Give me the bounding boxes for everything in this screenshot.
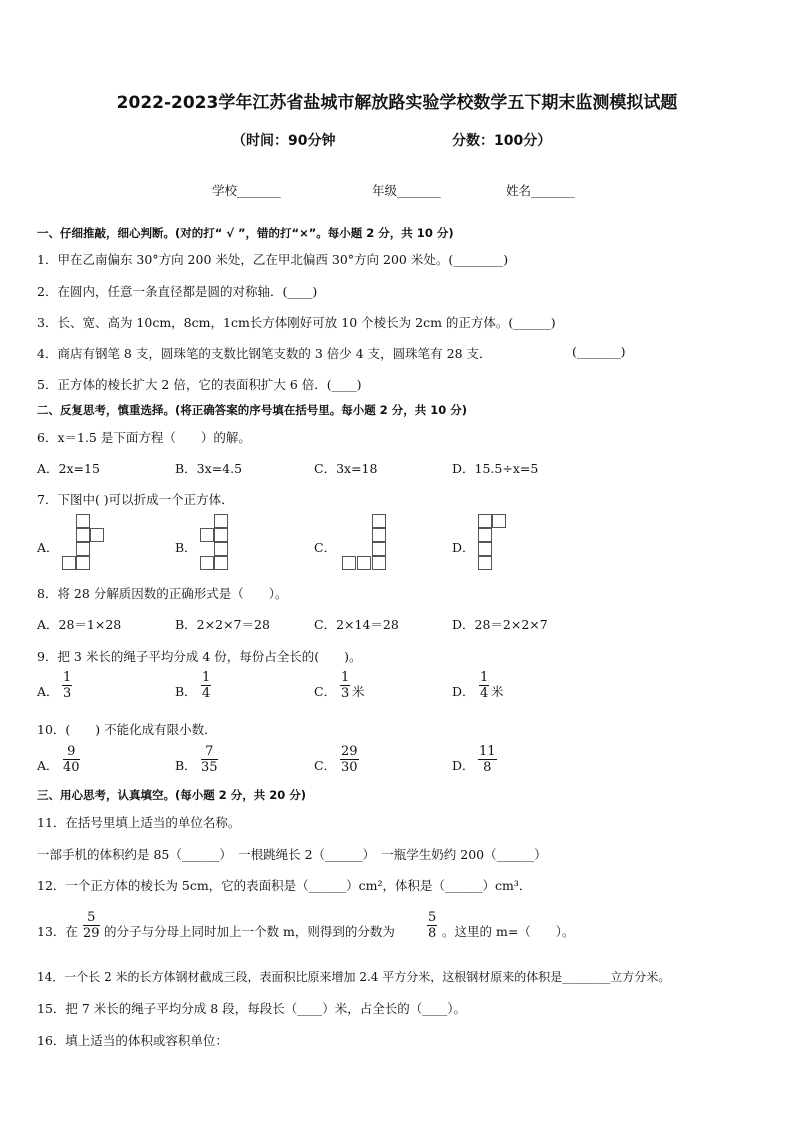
question-9: 9．把 3 米长的绳子平均分成 4 份，每份占全长的( )。 — [37, 649, 362, 664]
question-13-suffix: 。这里的 m=（ ）。 — [442, 924, 575, 939]
question-7: 7．下图中( )可以折成一个正方体． — [37, 492, 234, 507]
question-13-middle: 的分子与分母上同时加上一个数 m，则得到的分数为 — [104, 924, 395, 939]
q10-fraction-a: $\frac{9}{40}$ — [63, 744, 80, 775]
q13-fraction-2: $\frac{5}{8}$ — [428, 910, 437, 941]
question-6: 6．x＝1.5 是下面方程（ ）的解。 — [37, 430, 251, 445]
q10-fraction-b: $\frac{7}{35}$ — [201, 744, 218, 775]
question-1: 1．甲在乙南偏东 30°方向 200 米处，乙在甲北偏西 30°方向 200 米处。(________) — [37, 252, 509, 267]
q7-option-c: C． — [314, 540, 337, 555]
question-14: 14．一个长 2 米的长方体钢材截成三段，表面积比原来增加 2.4 平方分米，这根钢材原来的体积是________立方分米。 — [37, 970, 671, 984]
section-3-heading: 三、用心思考，认真填空。(每小题 2 分，共 20 分) — [37, 788, 307, 802]
q9-option-b: B． — [175, 684, 197, 699]
q9-fraction-b: $\frac{1}{4}$ — [202, 670, 211, 701]
q6-option-d: D．15.5÷x=5 — [452, 461, 539, 476]
q9-fraction-d: $\frac{1}{4}$ — [480, 670, 489, 701]
question-4-blank: (_______) — [572, 344, 626, 359]
q9-option-d: D． — [452, 684, 475, 699]
question-10: 10．( ) 不能化成有限小数． — [37, 722, 217, 737]
q8-option-d: D．28＝2×2×7 — [452, 617, 548, 632]
section-2-heading: 二、反复思考，慎重选择。(将正确答案的序号填在括号里。每小题 2 分，共 10 分) — [37, 403, 468, 417]
q10-option-a: A． — [37, 758, 59, 773]
q7-option-d: D． — [452, 540, 475, 555]
school-field: 学校_______ — [212, 183, 281, 198]
q9-fraction-c: $\frac{1}{3}$ — [341, 670, 350, 701]
question-5: 5．正方体的棱长扩大 2 倍，它的表面积扩大 6 倍．(____) — [37, 377, 362, 392]
q8-option-b: B．2×2×7＝28 — [175, 617, 270, 632]
question-12: 12．一个正方体的棱长为 5cm，它的表面积是（______）cm²，体积是（______）cm³． — [37, 878, 532, 893]
q8-option-c: C．2×14＝28 — [314, 617, 399, 632]
exam-score: 分数：100分） — [452, 133, 552, 149]
name-field: 姓名_______ — [506, 183, 575, 198]
q9-option-a: A． — [37, 684, 59, 699]
question-16: 16．填上适当的体积或容积单位： — [37, 1033, 228, 1048]
q7-option-b: B． — [175, 540, 197, 555]
question-4: 4．商店有钢笔 8 支，圆珠笔的支数比钢笔支数的 3 倍少 4 支，圆珠笔有 28 支． — [37, 346, 492, 361]
section-1-heading: 一、仔细推敲，细心判断。(对的打“ √ ”，错的打“×”。每小题 2 分，共 10 分) — [37, 226, 454, 240]
q7-option-a: A． — [37, 540, 59, 555]
question-3: 3．长、宽、高为 10cm，8cm，1cm长方体刚好可放 10 个棱长为 2cm 的正方体。(______) — [37, 315, 556, 330]
exam-time: （时间：90分钟 — [232, 133, 336, 149]
question-13-prefix: 13．在 — [37, 924, 78, 939]
q6-option-c: C．3x=18 — [314, 461, 378, 476]
q10-option-c: C． — [314, 758, 337, 773]
question-11: 11．在括号里填上适当的单位名称。 — [37, 815, 241, 830]
question-15: 15．把 7 米长的绳子平均分成 8 段，每段长（____）米，占全长的（____）。 — [37, 1001, 466, 1016]
question-11-line: 一部手机的体积约是 85（______） 一根跳绳长 2（______） 一瓶学生奶约 200（______） — [37, 847, 547, 862]
q10-fraction-c: $\frac{29}{30}$ — [341, 744, 358, 775]
q9-option-c: C． — [314, 684, 337, 699]
q6-option-a: A．2x=15 — [37, 461, 100, 476]
q9-unit-d: 米 — [491, 684, 504, 699]
q10-option-b: B． — [175, 758, 197, 773]
question-8: 8．将 28 分解质因数的正确形式是（ ）。 — [37, 586, 288, 601]
q9-fraction-a: $\frac{1}{3}$ — [63, 670, 72, 701]
q8-option-a: A．28＝1×28 — [37, 617, 122, 632]
q6-option-b: B．3x=4.5 — [175, 461, 243, 476]
q10-fraction-d: $\frac{11}{8}$ — [479, 744, 496, 775]
grade-field: 年级_______ — [372, 183, 441, 198]
page-title: 2022-2023学年江苏省盐城市解放路实验学校数学五下期末监测模拟试题 — [116, 93, 678, 113]
q13-fraction-1: $\frac{5}{29}$ — [83, 910, 100, 941]
q10-option-d: D． — [452, 758, 475, 773]
question-2: 2．在圆内，任意一条直径都是圆的对称轴．(____) — [37, 284, 318, 299]
q9-unit-c: 米 — [352, 684, 365, 699]
